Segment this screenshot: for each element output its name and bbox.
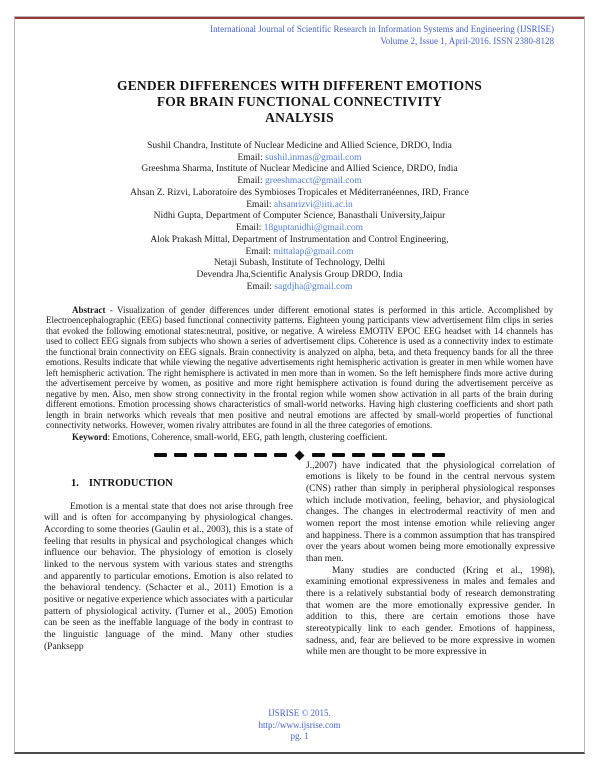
right-column [306, 461, 555, 659]
keywords-text: : Emotions, Coherence, small-world, EEG, path length, clustering coefficient. [107, 431, 388, 442]
email-link[interactable]: sagdjha@gmail.com [274, 281, 353, 292]
divider-dash [194, 453, 207, 457]
author-affiliation: Devendra Jha,Scientific Analysis Group DRDO, India [196, 270, 403, 281]
left-column [44, 461, 293, 659]
paper-title [15, 78, 584, 126]
divider-dash [392, 453, 405, 457]
footer-journal-url[interactable]: http://www.ijsrise.com [258, 719, 341, 730]
author-affiliation: Nidhi Gupta, Department of Computer Science, Banasthali University,Jaipur [153, 211, 446, 222]
author-email-line [15, 200, 584, 212]
divider-dash [412, 453, 425, 457]
intro-paragraph-right-2: Many studies are conducted (Kring et al., 1998), examining emotional expressiveness in males and females and there is a relatively substantial body of research demonstrating that women are the more emotionally expressive gender. In addition to this, there are certain emotions those have stereotypically link to each gender. Emotions of happiness, sadness, and, fear are believed to be more expressive in women while men are thought to be more expressive in [306, 565, 555, 658]
journal-header-line-1: International Journal of Scientific Research in Information Systems and Engineering (IJSRISE) [210, 24, 554, 34]
divider-dash [174, 453, 187, 457]
email-label: Email: [237, 152, 266, 163]
divider-dash [332, 453, 345, 457]
divider-dash [274, 453, 287, 457]
email-label: Email: [236, 223, 264, 234]
page-footer [15, 708, 584, 752]
author-affiliation: Alok Prakash Mittal, Department of Instrumentation and Control Engineering, [150, 234, 449, 245]
abstract-text: - Visualization of gender differences under different emotional states is performed in this article. Accomplished by Electroencephalographic (EEG) based functional connectivity patterns. Eighteen young participants view advertisement film clips in series that evoked the following emotional states:neutral, positive, or negative. A wireless EMOTIV EPOC EEG headset with 14 channels has used to collect EEG signals from subjects who shown a series of advertisement clips. Coherence is used as a connectivity index to estimate the functional brain connectivity on EEG signals. Brain connectivity is analyzed on alpha, beta, and theta frequency bands for all the three emotions. Results indicate that while viewing the negative advertisements right hemispheric activation is greater in men while women have left hemispheric activation. The right hemisphere is activated in men more than in women. So the left hemisphere finds more active during the advertisement perceive by women, as positive and more right hemisphere activation is found during the advertisement perceive as negative by men. Also, men show strong connectivity in the frontal region while women show activation in all parts of the brain during different emotions. Emotion processing shows characteristics of small-world networks. Having high clustering coefficients and short path length in brain networks which reveals that men positive and neutral emotions are affected by small-world properties of functional connectivity networks. However, women rivalry attributes are found in all the three categories of emotions. [46, 304, 553, 431]
author-block [15, 141, 584, 294]
author-email-line [15, 176, 584, 188]
footer-page-number: pg. 1 [290, 731, 309, 742]
intro-paragraph-right-continuation: J.,2007) have indicated that the physiological correlation of emotions is likely to be found in the central nervous system (CNS) rather than simply in peripheral physiological responses which include motivation, feeling, behavior, and physiological changes. The changes in electrodermal reactivity of men and women report the most intense emotion while relieving anger and happiness. There is a common assumption that has transpired over the years about women being more emotionally expressive than men. [306, 460, 555, 565]
email-label: Email: [237, 176, 266, 187]
paper-title-line-2: FOR BRAIN FUNCTIONAL CONNECTIVITY [156, 93, 443, 109]
author-email-line [15, 282, 584, 294]
author-affiliation: Netaji Subash, Institute of Technology, Delhi [213, 258, 386, 269]
keywords-line [46, 432, 553, 443]
divider-dash [154, 453, 167, 457]
email-link[interactable]: greeshmacct@gmail.com [265, 176, 362, 187]
paper-title-line-3: ANALYSIS [265, 109, 334, 125]
two-column-body [44, 461, 555, 659]
divider-dash [254, 453, 267, 457]
divider-dash [312, 453, 325, 457]
author-email-line [15, 247, 584, 259]
author-email-line [15, 153, 584, 165]
introduction-heading [71, 478, 293, 491]
section-divider [15, 452, 584, 459]
journal-header [15, 19, 584, 47]
keywords-label: Keyword [72, 431, 108, 442]
paper-title-line-1: GENDER DIFFERENCES WITH DIFFERENT EMOTIONS [117, 78, 482, 94]
intro-paragraph-left: Emotion is a mental state that does not arise through free will and is often for accompanying by physiological changes. According to some theories (Gaulin et al., 2003), this is a state of feeling that results in physical and psychological changes which influence our behavior. The physiology of emotion is closely linked to the nervous system with various states and strengths and apparently to particular emotions. Emotion is also related to the behavioral tendency. (Schacter et al., 2011) Emotion is a positive or negative experience which associates with a particular pattern of physiological activity. (Turner et al., 2005) Emotion can be seen as the ineffable language of the body in contrast to the linguistic language of the mind. Many other studies (Panksepp [44, 501, 294, 652]
heading-number: 1. [71, 477, 79, 489]
paper-page [14, 16, 585, 754]
abstract-label: Abstract [72, 304, 106, 315]
divider-dash [432, 453, 445, 457]
journal-header-line-2: Volume 2, Issue 1, April-2016. ISSN 2380-8128 [380, 35, 554, 46]
footer-copyright: IJSRISE © 2015. [268, 707, 331, 718]
author-email-line [15, 223, 584, 235]
email-link[interactable]: 18guptanidhi@gmail.com [263, 223, 363, 234]
email-label: Email: [246, 281, 275, 292]
author-affiliation: Ahsan Z. Rizvi, Laboratoire des Symbioses Tropicales et Méditerranéennes, IRD, France [130, 187, 469, 198]
divider-dash [214, 453, 227, 457]
author-affiliation: Greeshma Sharma, Institute of Nuclear Medicine and Allied Science, DRDO, India [141, 164, 458, 175]
diamond-icon [295, 450, 305, 460]
email-link[interactable]: ahsanrizvi@iiti.ac.in [273, 199, 353, 210]
divider-dash [372, 453, 385, 457]
email-label: Email: [246, 199, 274, 210]
divider-dash [234, 453, 247, 457]
email-label: Email: [245, 246, 274, 257]
email-link[interactable]: mittalap@gmail.com [273, 246, 354, 257]
email-link[interactable]: sushil.inmas@gmail.com [265, 152, 362, 163]
divider-dash [352, 453, 365, 457]
author-affiliation: Sushil Chandra, Institute of Nuclear Medicine and Allied Science, DRDO, India [147, 140, 452, 151]
heading-text: INTRODUCTION [88, 477, 173, 489]
abstract-paragraph [46, 305, 553, 431]
